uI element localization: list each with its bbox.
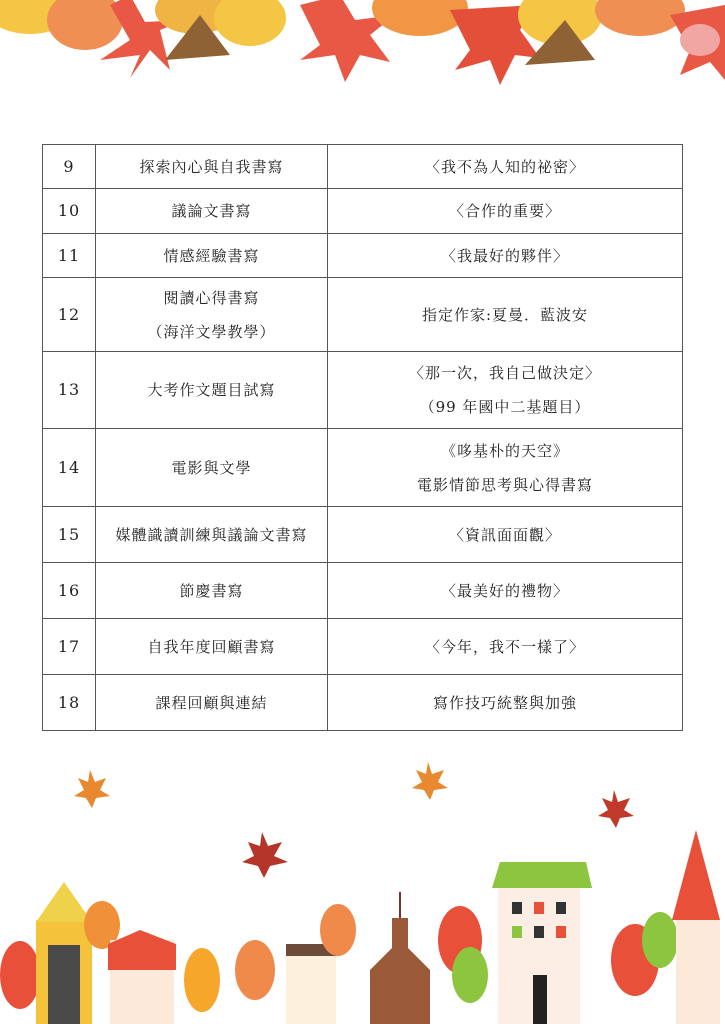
- table-row: [43, 352, 683, 429]
- content-cell: 〈最美好的禮物〉: [328, 563, 683, 619]
- content-cell: 〈今年，我不一樣了〉: [328, 619, 683, 675]
- week-cell: 15: [43, 507, 96, 563]
- table-row: [43, 189, 683, 234]
- unit-cell: 議論文書寫: [96, 189, 328, 234]
- week-cell: 16: [43, 563, 96, 619]
- content-cell: 〈我最好的夥伴〉: [328, 234, 683, 278]
- table-row: [43, 278, 683, 352]
- content-cell: 寫作技巧統整與加強: [328, 675, 683, 731]
- maple-leaf-icon: [242, 832, 288, 878]
- week-cell: 14: [43, 429, 96, 507]
- content-cell: 指定作家:夏曼．藍波安: [328, 278, 683, 352]
- autumn-leaves-top-border: [0, 0, 725, 90]
- week-cell: 18: [43, 675, 96, 731]
- maple-leaf-icon: [598, 790, 634, 828]
- week-cell: 9: [43, 145, 96, 189]
- unit-cell: 大考作文題目試寫: [96, 352, 328, 429]
- table-row: [43, 145, 683, 189]
- content-cell: 〈我不為人知的祕密〉: [328, 145, 683, 189]
- autumn-town-bottom-illustration: [0, 760, 725, 1024]
- unit-cell: 閱讀心得書寫 （海洋文學教學）: [96, 278, 328, 352]
- maple-leaf-icon: [74, 770, 110, 808]
- content-cell: 《哆基朴的天空》 電影情節思考與心得書寫: [328, 429, 683, 507]
- table-row: [43, 507, 683, 563]
- course-schedule-table: [42, 144, 683, 731]
- unit-cell: 節慶書寫: [96, 563, 328, 619]
- unit-cell: 課程回顧與連結: [96, 675, 328, 731]
- table-row: [43, 563, 683, 619]
- unit-cell: 自我年度回顧書寫: [96, 619, 328, 675]
- content-cell: 〈合作的重要〉: [328, 189, 683, 234]
- table-row: [43, 619, 683, 675]
- week-cell: 11: [43, 234, 96, 278]
- unit-cell: 媒體識讀訓練與議論文書寫: [96, 507, 328, 563]
- table-row: [43, 234, 683, 278]
- content-cell: 〈資訊面面觀〉: [328, 507, 683, 563]
- unit-cell: 情感經驗書寫: [96, 234, 328, 278]
- week-cell: 13: [43, 352, 96, 429]
- unit-cell: 探索內心與自我書寫: [96, 145, 328, 189]
- week-cell: 17: [43, 619, 96, 675]
- maple-leaf-icon: [412, 762, 448, 800]
- table-row: [43, 429, 683, 507]
- week-cell: 12: [43, 278, 96, 352]
- table-row: [43, 675, 683, 731]
- unit-cell: 電影與文學: [96, 429, 328, 507]
- week-cell: 10: [43, 189, 96, 234]
- content-cell: 〈那一次，我自己做決定〉 （99 年國中二基題目）: [328, 352, 683, 429]
